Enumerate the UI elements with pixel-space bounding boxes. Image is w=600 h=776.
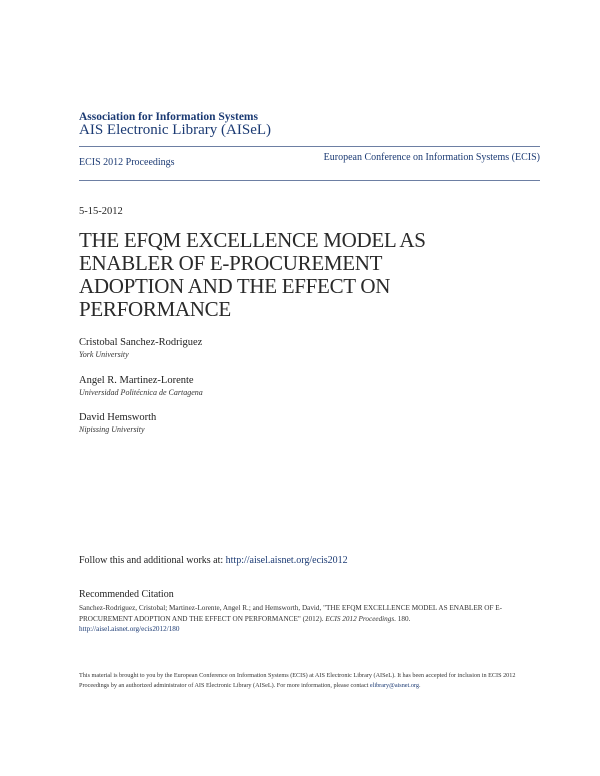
citation-text: Sanchez-Rodriguez, Cristobal; Martinez-Lorente, Angel R.; and Hemsworth, David, "THE EFQM EXCELLENCE MODEL AS ENABLER OF E-PROCUREMENT ADOPTION AND THE EFFECT ON PERFORMANCE" (2012).	[79, 604, 503, 623]
collection-link[interactable]: http://aisel.aisnet.org/ecis2012	[225, 555, 348, 566]
citation-number: . 180.	[394, 614, 411, 623]
citation-link[interactable]: http://aisel.aisnet.org/ecis2012/180	[79, 625, 180, 633]
proceedings-band	[79, 146, 540, 181]
author-affiliation: Universidad Politécnica de Cartagena	[79, 388, 203, 397]
author-name: David Hemsworth	[79, 412, 157, 423]
follow-line	[79, 555, 348, 566]
conference-link[interactable]: European Conference on Information Systems (ECIS)	[323, 152, 540, 163]
author-affiliation: Nipissing University	[79, 425, 145, 434]
citation-venue: ECIS 2012 Proceedings	[325, 614, 395, 623]
notice-text: This material is brought to you by the European Conference on Information Systems (ECIS) at AIS Electronic Library (AISeL). It has been accepted for inclusion in ECIS 2012 Proceedings by an authorized administrator of AIS Electronic Library (AISeL). For more information, please contact	[79, 672, 516, 689]
library-name[interactable]: AIS Electronic Library (AISeL)	[79, 122, 272, 138]
proceedings-link[interactable]: ECIS 2012 Proceedings	[79, 157, 175, 168]
author-affiliation: York University	[79, 350, 129, 359]
follow-text: Follow this and additional works at:	[79, 555, 224, 566]
author-name: Angel R. Martinez-Lorente	[79, 375, 194, 386]
publication-date: 5-15-2012	[79, 206, 123, 217]
author-entry	[79, 412, 379, 434]
contact-email-link[interactable]: elibrary@aisnet.org	[369, 682, 419, 689]
citation-block	[79, 603, 529, 635]
notice-end: .	[418, 682, 421, 689]
paper-title: THE EFQM EXCELLENCE MODEL AS ENABLER OF E-PROCUREMENT ADOPTION AND THE EFFECT ON PERFORMANCE	[79, 228, 426, 321]
library-notice	[79, 671, 529, 691]
author-entry	[79, 337, 379, 359]
author-name: Cristobal Sanchez-Rodriguez	[79, 337, 203, 348]
recommended-citation-heading: Recommended Citation	[79, 589, 174, 600]
organization-name: Association for Information Systems	[79, 111, 258, 123]
author-entry	[79, 375, 379, 397]
